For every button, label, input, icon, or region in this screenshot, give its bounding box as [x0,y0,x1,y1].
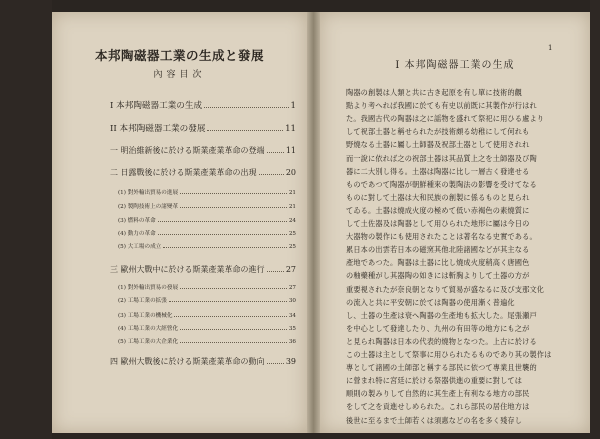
book-cover-edge-left [0,0,52,439]
toc-entry-label: (3) 燃料の革命 [118,218,156,224]
toc-entry [118,216,296,224]
body-line: 順則の製みりして自然的に其生產上有利なる地方の部民 [346,389,530,399]
body-line: 點より考へれば我國に於ても有史以前既に其製作が行はれ [346,101,537,111]
toc-entry-label: (2) 工場工業の拡張 [118,298,167,304]
toc-entry [118,296,296,304]
toc-entry-page: 20 [285,168,296,177]
toc-entry [118,324,296,332]
body-line: をして之を貢進せしめられた。これら部民の居住地方は [346,402,530,412]
toc-entry [118,242,296,250]
toc-leader-dots [267,152,284,153]
toc-entry-label: (2) 製陶技術上の諸變革 [118,204,179,210]
toc-leader-dots [180,342,287,343]
toc-entry-page: 27 [288,285,296,291]
toc-leader-dots [180,288,287,289]
body-line: を中心として發達したり、九州の有田等の地方にも之が [346,323,530,333]
toc-leader-dots [163,247,287,248]
toc-entry [110,99,296,111]
toc-entry [110,145,296,156]
toc-leader-dots [180,193,287,194]
body-line: ものに對して土器は大和民族の創製に係るものと見られ [346,192,530,202]
toc-entry-page: 36 [288,339,296,345]
toc-title: 本邦陶磁器工業の生成と發展 [94,48,264,63]
toc-entry-page: 27 [285,265,296,274]
toc-entry [118,188,296,196]
body-line: 陶器の創製は人類と共に古き起原を有し單に技術的觀 [346,88,523,97]
toc-entry-page: 24 [288,218,296,224]
toc-leader-dots [204,107,288,108]
toc-leader-dots [169,301,287,302]
toc-entry-label: (5) 工場工業の大企業化 [118,339,179,345]
toc-entry-page: 34 [288,313,296,319]
toc-entry-label: (5) 大工場の成立 [118,244,162,250]
toc-leader-dots [259,174,284,175]
body-line: し、土器の生產は衰へ陶器の生產地も拡大した。尾張瀬戸 [346,310,537,320]
toc-leader-dots [267,271,284,272]
toc-entry [118,337,296,345]
body-line: てゐる。土器は燒成火度の極めて低い赤褐色の素燒質に [346,205,530,215]
body-line: 野燒なる土器に屬し土師器及祝部土器として使用されれ [346,140,530,150]
toc-leader-dots [180,329,287,330]
toc-entry-page: 25 [288,244,296,250]
body-line: 產地であつた。陶器は土器に比し燒成火度稍高く唐國色 [346,258,530,268]
body-line: と見られ陶器は日本の代表的燒物となつた。上古に於ける [346,336,537,346]
book-cover-edge-right [590,0,600,439]
toc-entry-page: 39 [285,357,296,366]
toc-leader-dots [180,207,287,208]
toc-subtitle: 內容目次 [153,70,206,80]
toc-entry-page: 21 [288,204,296,210]
body-line: 後世に至るまで土師若くは須惠などの名を多く殘存し [346,415,523,425]
toc-leader-dots [207,130,283,131]
toc-entry-label: I 本邦陶磁器工業の生成 [110,101,203,111]
book-gutter [307,12,320,433]
toc-entry-label: (4) 工場工業の大經營化 [118,326,179,332]
toc-leader-dots [158,234,287,235]
toc-entry [110,264,296,275]
toc-entry-label: 四 歐州大戰後に於ける斯業產業革命の動向 [110,357,265,366]
toc-entry-page: 35 [288,326,296,332]
toc-entry-label: II 本邦陶磁器工業の發展 [110,124,206,134]
body-line: に營まれ特に宮廷に於ける祭器供進の重要に對しては [346,376,523,386]
toc-entry [110,356,296,367]
toc-entry-label: 二 日露戰後に於ける斯業產業革命の出現 [110,168,257,177]
body-line: 重要視されたが奈良朝となりて貿易が盛なるに及び支那文化 [346,284,545,294]
toc-entry-page: 11 [285,146,296,155]
toc-entry-page: 1 [290,101,296,111]
toc-entry [110,122,296,134]
toc-entry-label: (1) 對外輸出貿易の發展 [118,285,179,291]
toc-entry [118,202,296,210]
toc-entry-label: 一 明治維新後に於ける斯業產業革命の登端 [110,146,265,155]
toc-entry [110,167,296,178]
toc-entry-page: 25 [288,231,296,237]
toc-entry-label: 三 歐州大戰中に於ける斯業產業革命の進行 [110,265,265,274]
toc-entry [118,311,296,319]
body-line: 大器物の製作にも使用されたことは著名なる史實である。 [346,232,537,242]
body-line: 而一說に依れば之の祝部土器は其品質上之を土師器及び陶 [346,153,537,163]
toc-entry-page: 21 [288,190,296,196]
toc-entry-page: 11 [285,124,296,134]
body-line: の流入と共に平安朝に於ては陶器の使用漸く普遍化 [346,297,515,307]
body-line: この土器は主として祭事に用ひられたるものであり其の製作は [346,350,552,359]
toc-leader-dots [174,316,286,317]
toc-entry-label: (4) 動力の革命 [118,231,156,237]
toc-leader-dots [158,221,287,222]
toc-entry [118,283,296,291]
toc-entry-page: 30 [288,298,296,304]
body-line: た。我國古代の陶器は之に謡物を盛れて祭祀に用ひる處より [346,114,545,124]
body-line: して土佐器及は陶器として用ひられた地形に屬は今日の [346,219,530,228]
body-line: 累日本の出雲若日本の磁窯其他北陸諸國などが其主なる [346,245,530,255]
body-line: ものであつて陶器が朝鮮種來の製陶法の影響を受けてなる [346,179,537,189]
toc-entry [118,229,296,237]
page-number: 1 [548,44,553,52]
body-line: 專として諸國の土師部と稱する部民に依つて專業且世襲的 [346,363,537,373]
body-line: の釉藥種がし其器陶の如きには斬胸よりして土器の方が [346,271,530,281]
body-line: 器に二大別し得る。土器は陶器に比し一層古く發達せる [346,166,530,176]
body-line: して祝部土器と稱せられたが技術頗る幼稚にして何れも [346,127,530,137]
toc-entry-label: (3) 工場工業の機械化 [118,313,173,319]
toc-leader-dots [267,363,284,364]
chapter-title: I 本邦陶磁器工業の生成 [395,60,515,71]
toc-entry-label: (1) 對外輸出貿易の進展 [118,190,179,196]
